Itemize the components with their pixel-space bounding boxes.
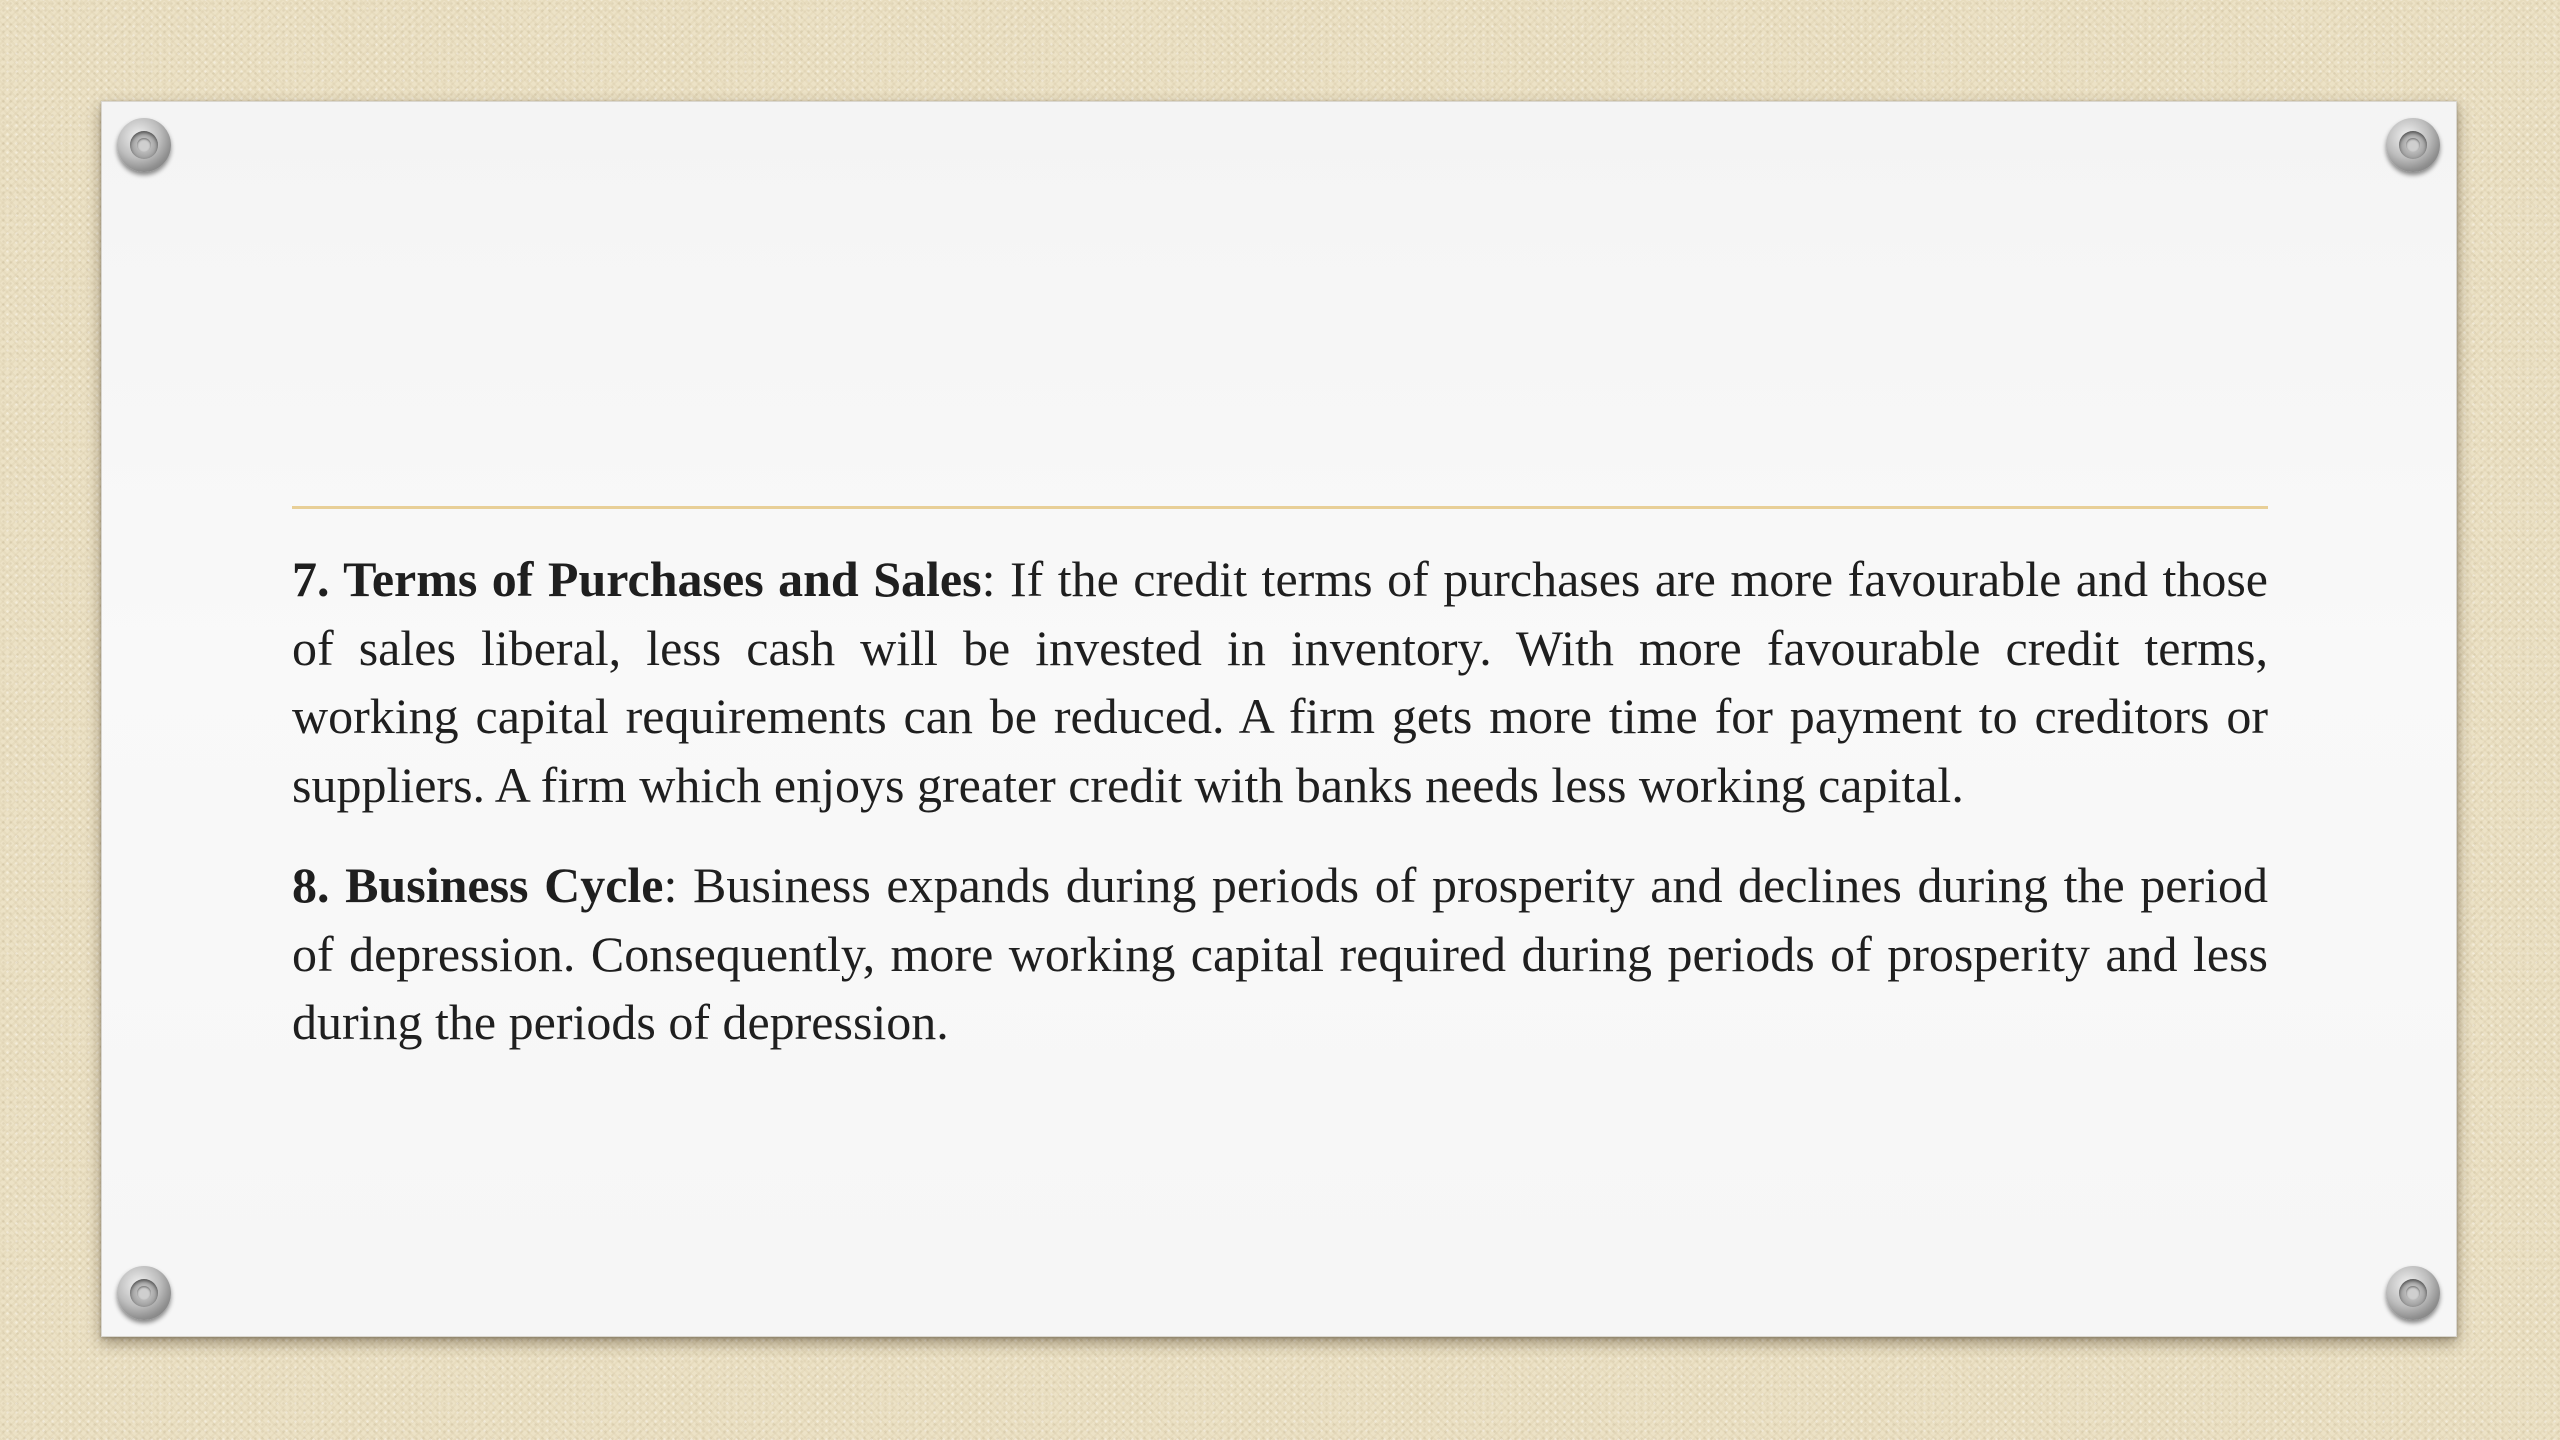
point-text: If the credit terms of purchases are more favourable and those of sales liberal, less cash will be invested in inventory. With more favourable credit terms, working capital requirements can be reduced. A firm gets more time for payment to creditors or suppliers. A firm which enjoys greater credit with banks needs less working capital.: [292, 551, 2268, 813]
grommet-icon: [117, 1266, 171, 1320]
point-heading: 7. Terms of Purchases and Sales: [292, 551, 982, 607]
title-divider: [292, 506, 2268, 509]
point-heading: 8. Business Cycle: [292, 857, 664, 913]
point-separator: :: [981, 551, 996, 607]
grommet-icon: [2386, 118, 2440, 172]
point-business-cycle: [292, 851, 2268, 1057]
grommet-icon: [2386, 1266, 2440, 1320]
grommet-icon: [117, 118, 171, 172]
point-separator: :: [663, 857, 678, 913]
point-text: Business expands during periods of prosperity and declines during the period of depression. Consequently, more working capital required during periods of prosperity and less during the periods of depression.: [292, 857, 2268, 1050]
slide-body: [292, 545, 2268, 1057]
point-terms-of-purchases: [292, 545, 2268, 819]
